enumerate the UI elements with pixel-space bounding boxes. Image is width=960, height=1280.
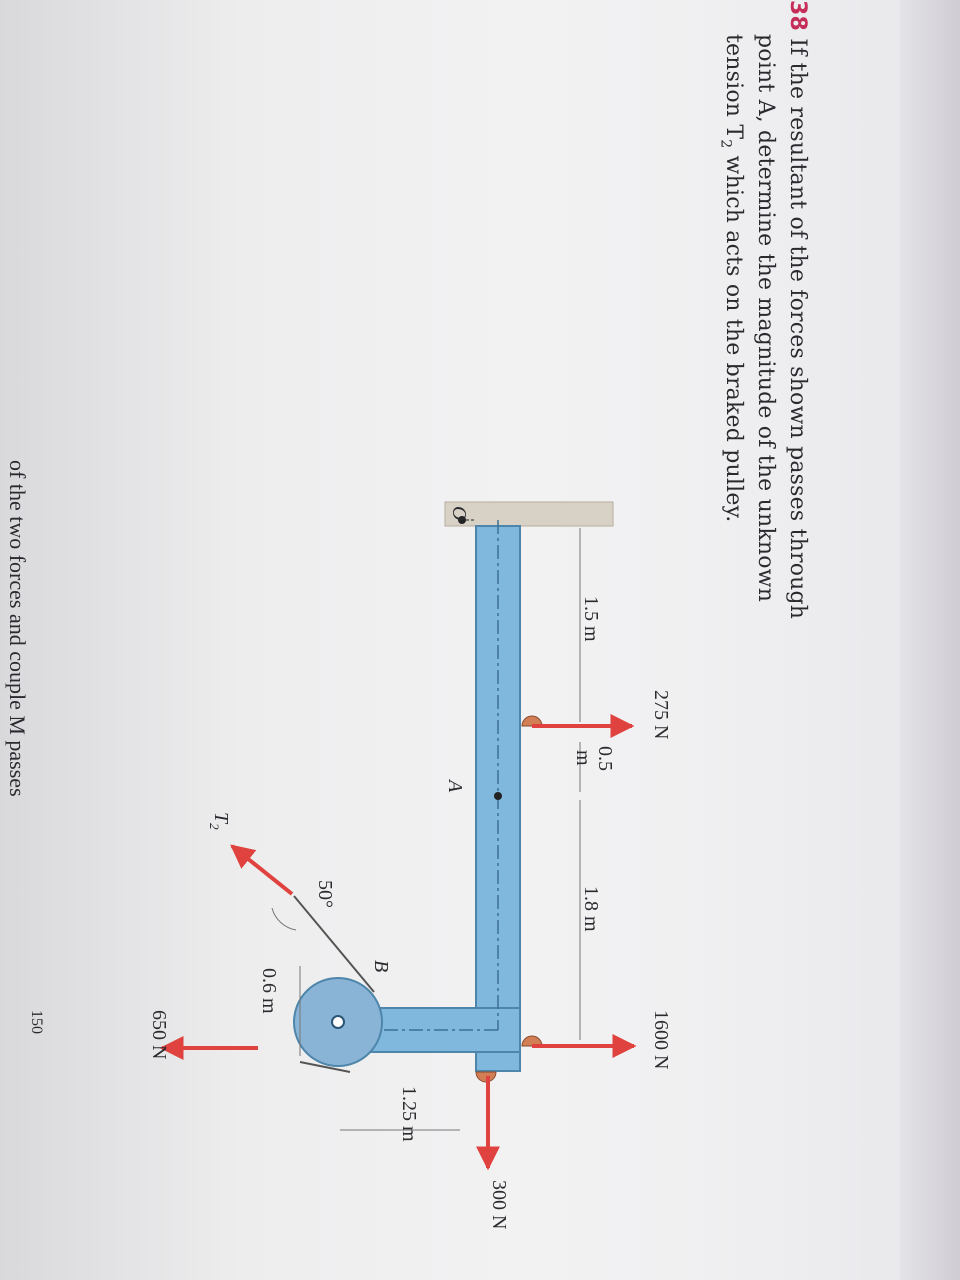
label-point-a: A xyxy=(444,780,466,793)
next-problem-number-fragment: 150 xyxy=(28,1010,45,1034)
label-t2-subscript: 2 xyxy=(207,823,222,830)
label-275n: 275 N xyxy=(650,690,672,740)
label-dim-1-5: 1.5 m xyxy=(580,596,602,642)
label-t2-main: T xyxy=(210,812,232,824)
label-dim-0-6: 0.6 m xyxy=(258,968,280,1014)
label-300n: 300 N xyxy=(488,1180,510,1230)
label-point-o: O xyxy=(448,506,470,521)
label-t2 xyxy=(206,812,232,830)
label-dim-0-5-bottom: m xyxy=(572,750,594,766)
problem-line-2: point A, determine the magnitude of the unknown xyxy=(753,34,778,603)
label-dim-0-5-top: 0.5 xyxy=(594,746,616,771)
label-dim-1-25: 1.25 m xyxy=(398,1086,420,1142)
problem-text-1: If the resultant of the forces shown passes through xyxy=(785,38,810,620)
angle-arc xyxy=(272,908,296,930)
problem-text-3-subscript: 2 xyxy=(717,139,734,149)
label-650n: 650 N xyxy=(148,1010,170,1060)
label-point-b: B xyxy=(370,960,392,973)
label-dim-1-8: 1.8 m xyxy=(580,886,602,932)
label-1600n: 1600 N xyxy=(650,1010,672,1070)
wall-support xyxy=(445,502,613,526)
pulley-axle xyxy=(332,1016,344,1028)
problem-text-3a: tension T xyxy=(721,34,746,140)
problem-text-3b: which acts on the braked pulley. xyxy=(721,148,746,523)
label-angle-50: 50° xyxy=(314,880,336,908)
problem-number: 38 xyxy=(785,0,810,32)
force-t2-arrow xyxy=(232,846,292,894)
point-a-marker xyxy=(494,792,502,800)
next-problem-fragment: of the two forces and couple M passes xyxy=(5,460,30,797)
